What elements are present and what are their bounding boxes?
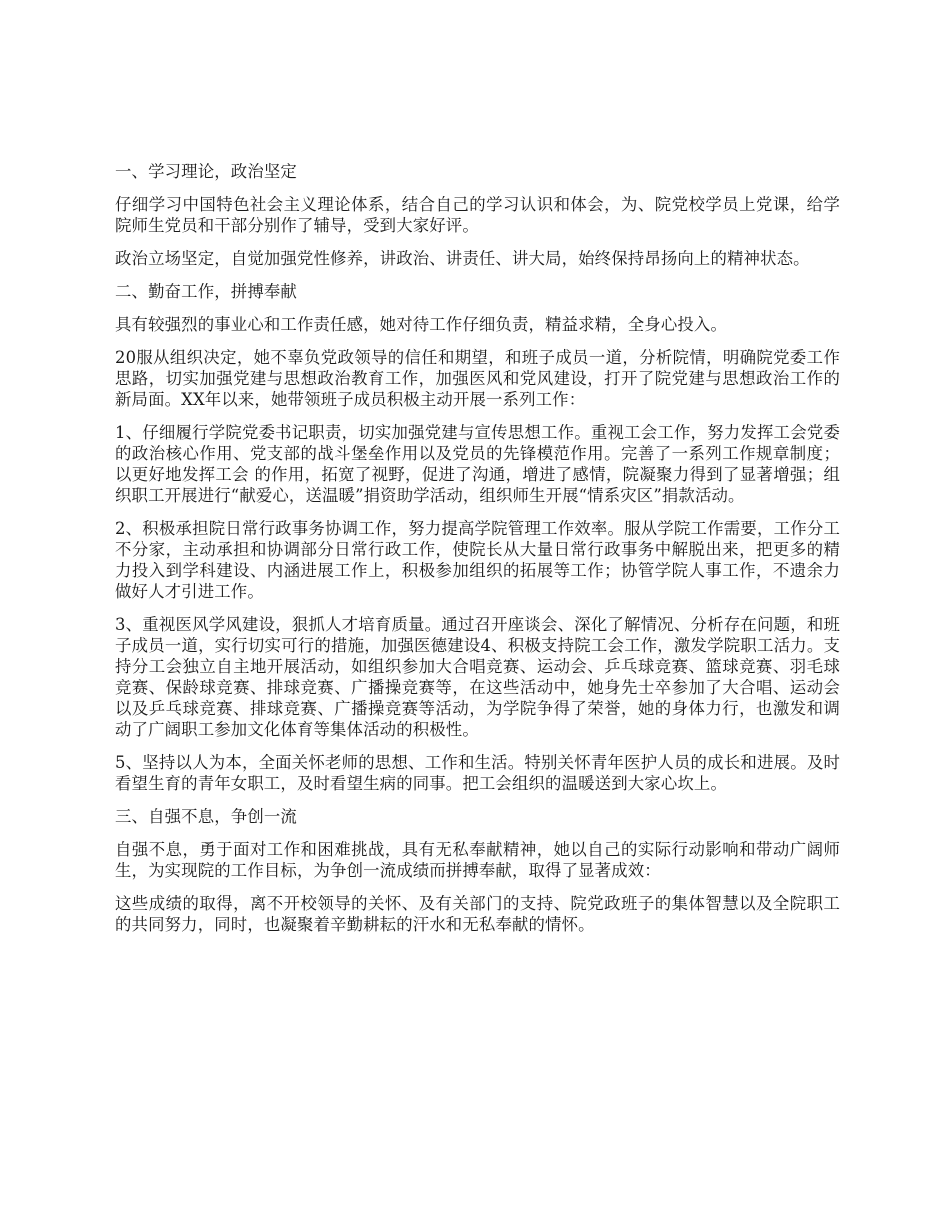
paragraph: 2、积极承担院日常行政事务协调工作，努力提高学院管理工作效率。服从学院工作需要，工作分工不分家，主动承担和协调部分日常行政工作，使院长从大量日常行政事务中解脱出来，把更多的精力投入到学科建设、内涵进展工作上，积极参加组织的拓展等工作；协管学院人事工作，不遗余力做好人才引进工作。 xyxy=(115,519,840,601)
paragraph: 具有较强烈的事业心和工作责任感，她对待工作仔细负责，精益求精，全身心投入。 xyxy=(115,315,728,334)
section-heading-2: 二、勤奋工作，拼搏奉献 xyxy=(115,282,297,301)
paragraph: 5、坚持以人为本，全面关怀老师的思想、工作和生活。特别关怀青年医护人员的成长和进展。及时看望生育的青年女职工，及时看望生病的同事。把工会组织的温暖送到大家心坎上。 xyxy=(115,753,840,793)
paragraph: 1、仔细履行学院党委书记职责，切实加强党建与宣传思想工作。重视工会工作，努力发挥工会党委的政治核心作用、党支部的战斗堡垒作用以及党员的先锋模范作用。完善了一系列工作规章制度；以更好地发挥工会 的作用，拓宽了视野，促进了沟通，增进了感情，院凝聚力得到了显著增强；组织职工开展进行“献爱心，送温暖”捐资助学活动，组织师生开展“情系灾区”捐款活动。 xyxy=(115,423,840,505)
document-body xyxy=(115,161,840,947)
paragraph: 20服从组织决定，她不辜负党政领导的信任和期望，和班子成员一道，分析院情，明确院党委工作思路，切实加强党建与思想政治教育工作，加强医风和党风建设，打开了院党建与思想政治工作的新局面。XX年以来，她带领班子成员积极主动开展一系列工作： xyxy=(115,348,840,409)
paragraph: 3、重视医风学风建设，狠抓人才培育质量。通过召开座谈会、深化了解情况、分析存在问题，和班子成员一道，实行切实可行的措施，加强医德建设4、积极支持院工会工作，激发学院职工活力。支持分工会独立自主地开展活动，如组织参加大合唱竞赛、运动会、乒乓球竞赛、篮球竞赛、羽毛球竞赛、保龄球竞赛、排球竞赛、广播操竞赛等，在这些活动中，她身先士卒参加了大合唱、运动会以及乒乓球竞赛、排球竞赛、广播操竞赛等活动，为学院争得了荣誉，她的身体力行，也激发和调动了广阔职工参加文化体育等集体活动的积极性。 xyxy=(115,615,840,739)
section-heading-1: 一、学习理论，政治坚定 xyxy=(115,162,297,181)
paragraph: 政治立场坚定，自觉加强党性修养，讲政治、讲责任、讲大局，始终保持昂扬向上的精神状态。 xyxy=(115,249,810,268)
paragraph: 仔细学习中国特色社会主义理论体系，结合自己的学习认识和体会，为、院党校学员上党课，给学院师生党员和干部分别作了辅导，受到大家好评。 xyxy=(115,195,840,235)
section-heading-3: 三、自强不息，争创一流 xyxy=(115,807,297,826)
paragraph: 自强不息，勇于面对工作和困难挑战，具有无私奉献精神，她以自己的实际行动影响和带动广阔师生，为实现院的工作目标，为争创一流成绩而拼搏奉献，取得了显著成效： xyxy=(115,840,840,880)
paragraph: 这些成绩的取得，离不开校领导的关怀、及有关部门的支持、院党政班子的集体智慧以及全院职工的共同努力，同时，也凝聚着辛勤耕耘的汗水和无私奉献的情怀。 xyxy=(115,894,840,934)
